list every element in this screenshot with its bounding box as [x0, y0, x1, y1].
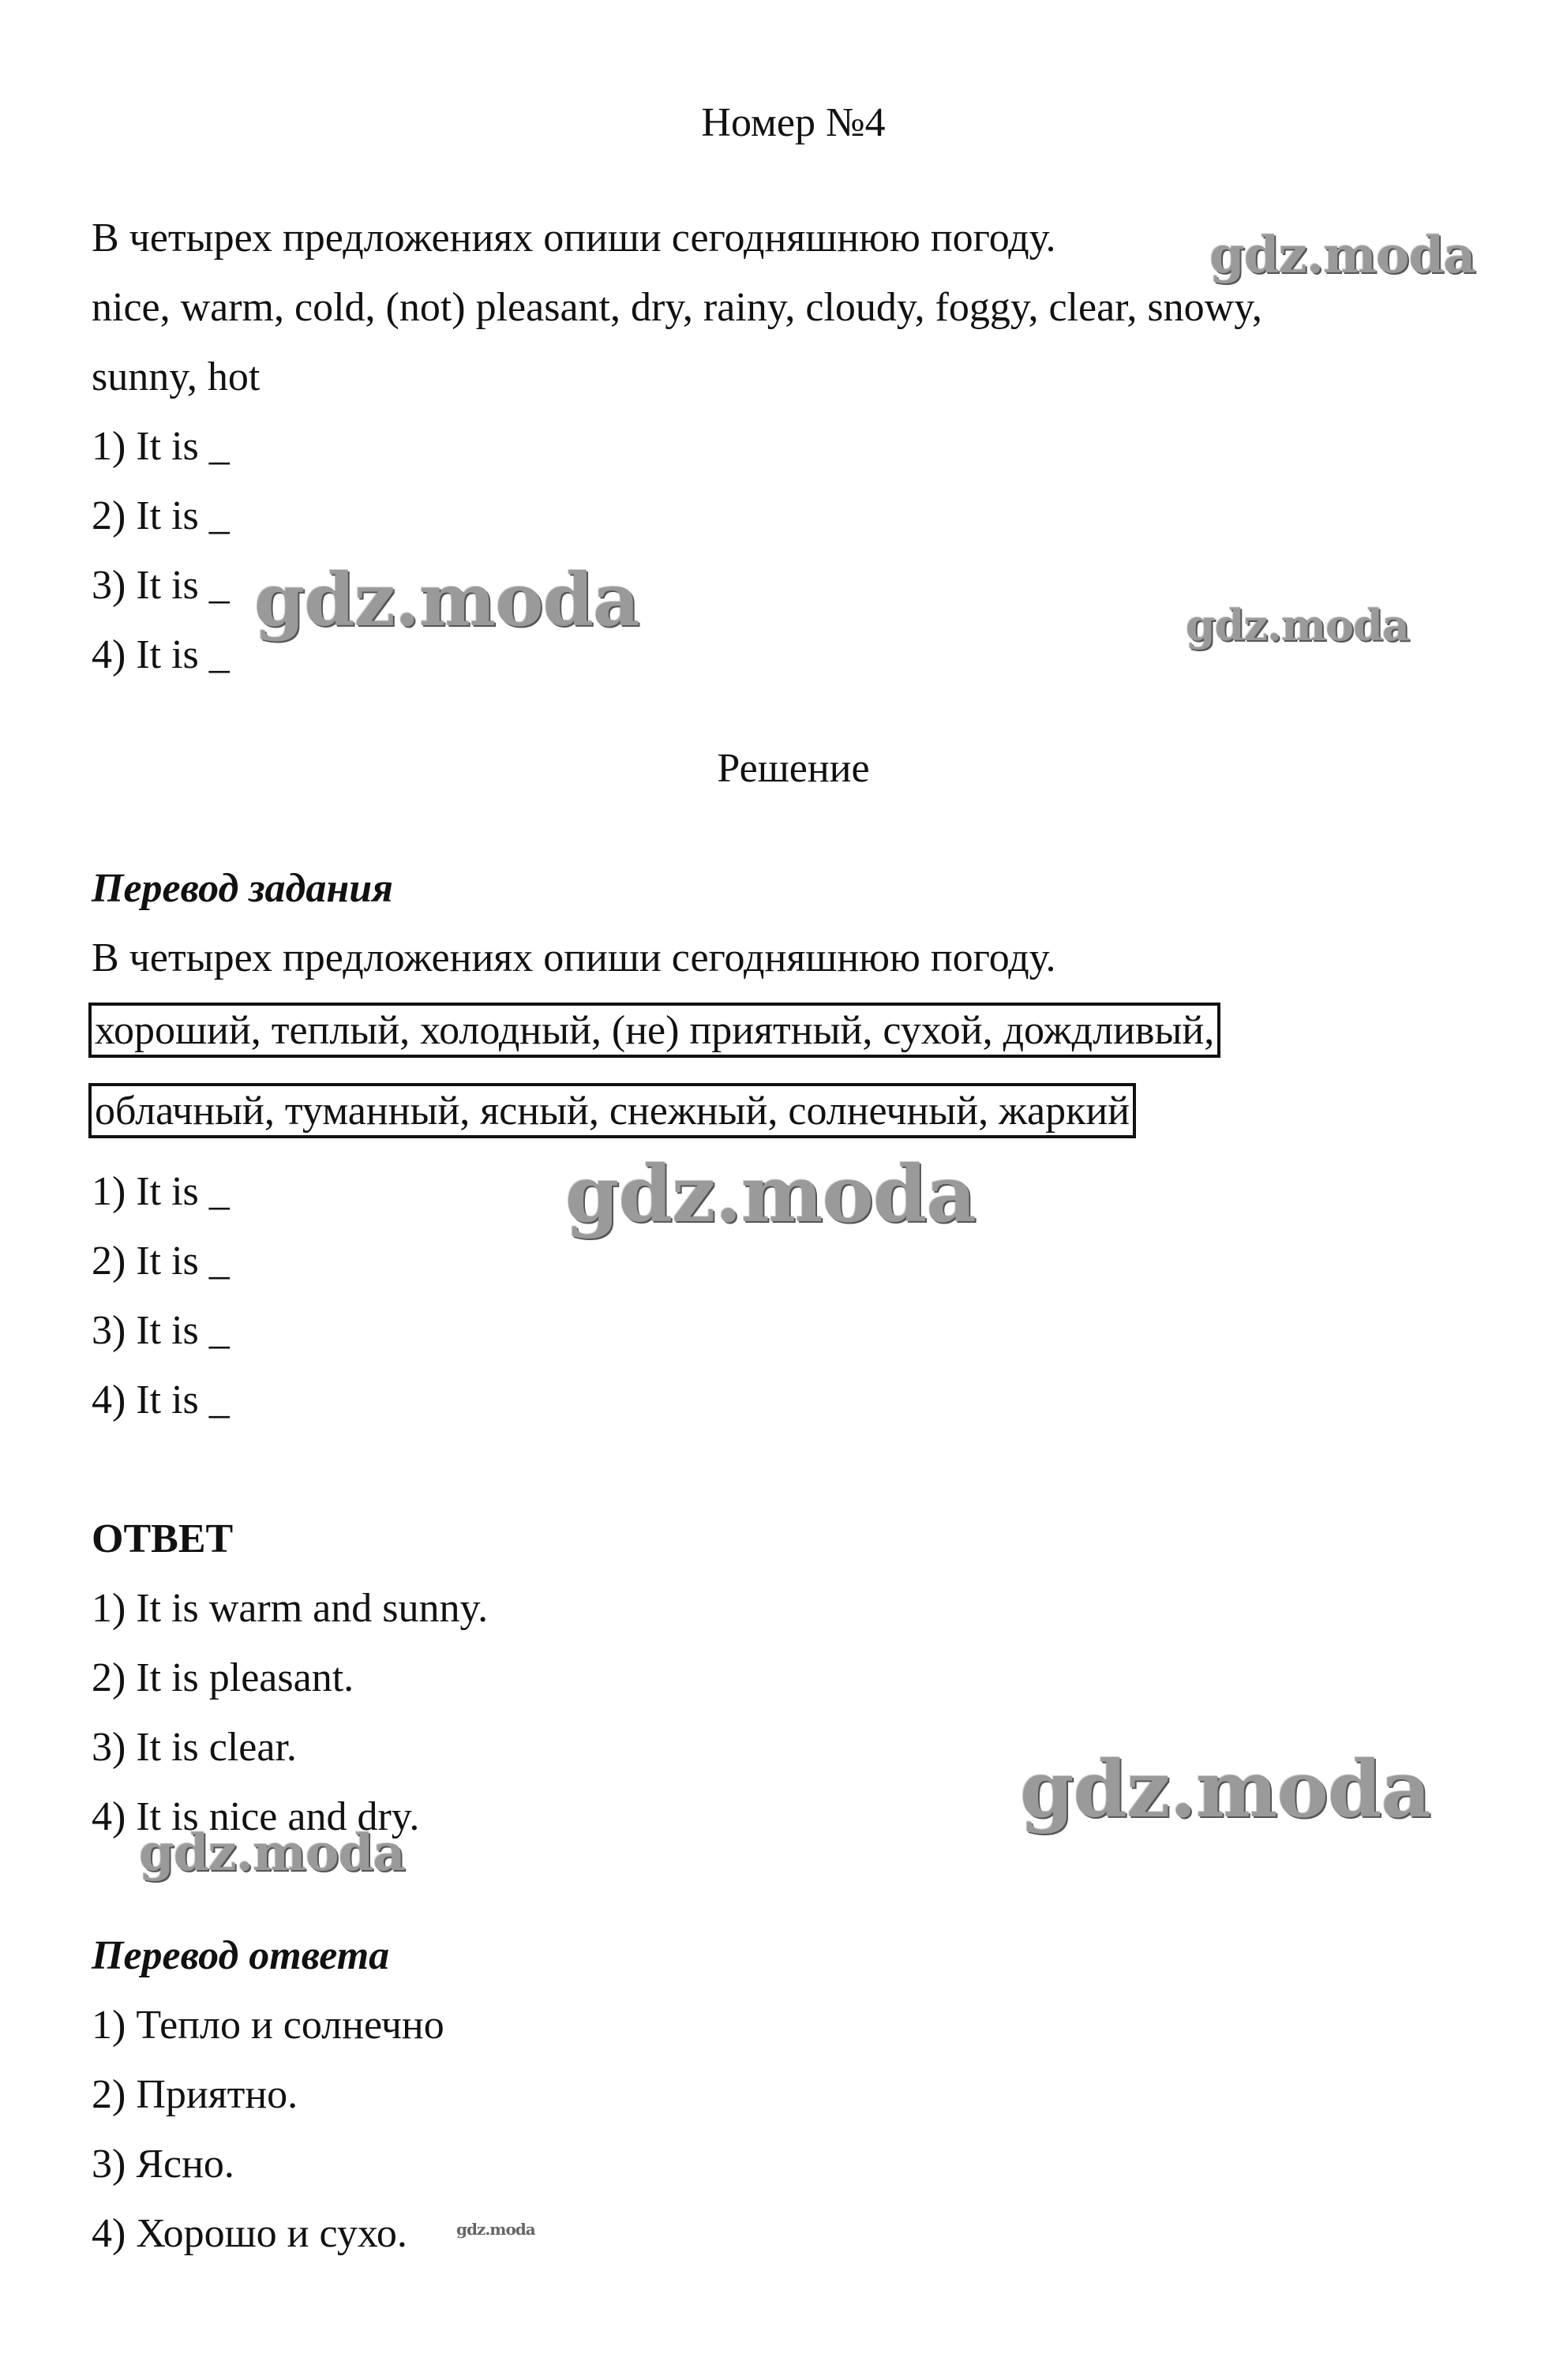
watermark: gdz.moda	[1020, 1745, 1430, 1835]
watermark: gdz.moda	[1209, 226, 1475, 285]
watermark: gdz.moda	[139, 1823, 405, 1883]
answer-translation-line-2: 2) Приятно.	[92, 2072, 298, 2117]
watermark: gdz.moda	[565, 1149, 976, 1240]
translation-blank-2: 2) It is _	[92, 1239, 230, 1284]
task-instruction: В четырех предложениях опиши сегодняшнюю погоду.	[92, 216, 1056, 260]
answer-line-4: 4) It is nice and dry.	[92, 1794, 420, 1839]
answer-translation-heading: Перевод ответа	[92, 1933, 390, 1978]
translation-box-line-1: хороший, теплый, холодный, (не) приятный, сухой, дождливый,	[88, 1003, 1220, 1058]
task-blank-4: 4) It is _	[92, 632, 230, 677]
solution-heading: Решение	[717, 746, 870, 791]
page-title: Номер №4	[701, 100, 886, 145]
answer-line-2: 2) It is pleasant.	[92, 1655, 354, 1700]
answer-line-3: 3) It is clear.	[92, 1725, 297, 1770]
translation-instruction: В четырех предложениях опиши сегодняшнюю погоду.	[92, 935, 1056, 980]
answer-heading: ОТВЕТ	[92, 1516, 234, 1561]
task-blank-2: 2) It is _	[92, 493, 230, 538]
answer-translation-line-1: 1) Тепло и солнечно	[92, 2003, 444, 2048]
translation-heading: Перевод задания	[92, 866, 393, 911]
watermark: gdz.moda	[254, 557, 639, 643]
task-words-line-2: sunny, hot	[92, 354, 261, 399]
task-blank-1: 1) It is _	[92, 424, 230, 469]
watermark: gdz.moda	[456, 2220, 535, 2239]
task-words-line-1: nice, warm, cold, (not) pleasant, dry, rainy, cloudy, foggy, clear, snowy,	[92, 285, 1262, 330]
answer-translation-line-4: 4) Хорошо и сухо.	[92, 2211, 407, 2256]
translation-box-line-2: облачный, туманный, ясный, снежный, солнечный, жаркий	[88, 1083, 1136, 1138]
watermark: gdz.moda	[1186, 600, 1409, 650]
answer-translation-line-3: 3) Ясно.	[92, 2142, 234, 2187]
task-blank-3: 3) It is _	[92, 563, 230, 608]
answer-line-1: 1) It is warm and sunny.	[92, 1586, 489, 1631]
translation-blank-4: 4) It is _	[92, 1377, 230, 1422]
translation-blank-1: 1) It is _	[92, 1169, 230, 1214]
translation-blank-3: 3) It is _	[92, 1308, 230, 1353]
